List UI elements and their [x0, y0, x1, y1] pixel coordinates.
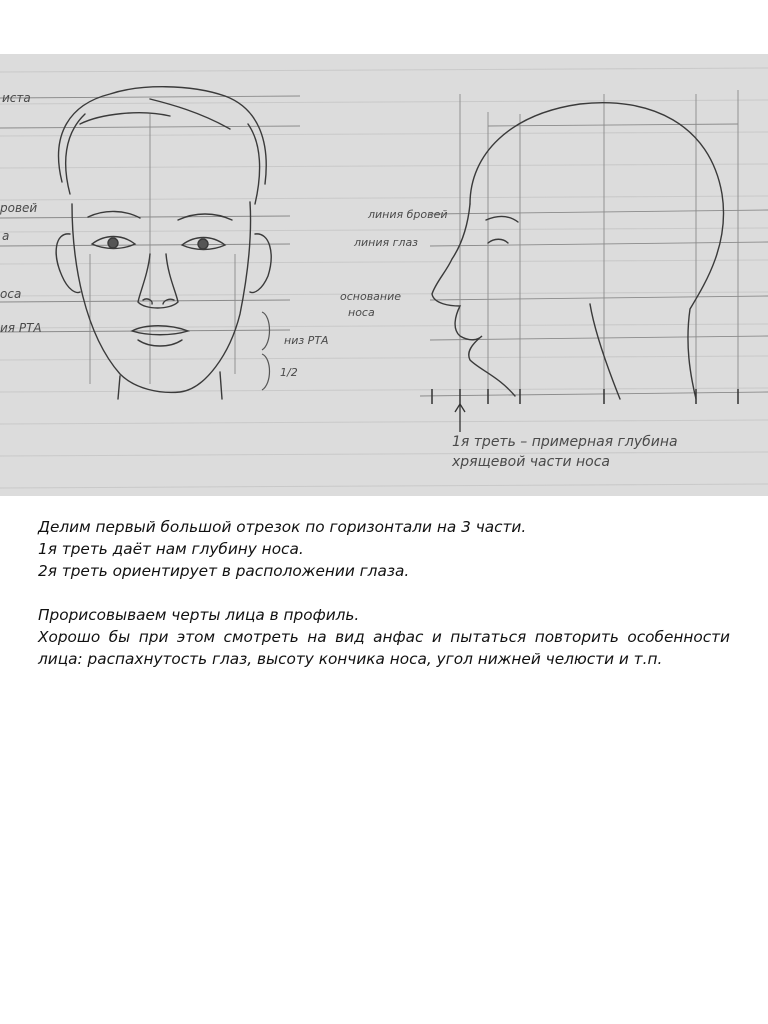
caption-line-2: хрящевой части носа	[452, 454, 611, 470]
brow-line-label: линия бровей	[368, 208, 448, 221]
left-label-top: иста	[2, 91, 31, 105]
chin-top-label: низ РТА	[284, 334, 329, 347]
left-label-brows: ровей	[0, 201, 38, 215]
arrow	[455, 404, 465, 432]
left-label-eyes: а	[2, 229, 10, 243]
instruction-text	[38, 516, 730, 670]
nose-base-label-2: носа	[348, 306, 375, 319]
instruction-line-2: 1я треть даёт нам глубину носа.	[38, 540, 304, 558]
instruction-line-3: 2я треть ориентирует в расположении глаза.	[38, 562, 410, 580]
half-label: 1/2	[280, 366, 298, 379]
instruction-line-1: Делим первый большой отрезок по горизонтали на 3 части.	[38, 518, 527, 536]
profile-guides	[420, 90, 768, 396]
profile-baseline-ticks	[432, 389, 738, 404]
front-face	[56, 87, 271, 399]
caption-line-1: 1я треть – примерная глубина	[452, 434, 678, 450]
paper-ruling	[0, 68, 768, 488]
pencil-sketch-photo	[0, 54, 768, 496]
left-label-mouth: ия РТА	[0, 321, 42, 335]
left-label-nose: оса	[0, 287, 22, 301]
chin-brackets	[262, 312, 270, 390]
instruction-paragraph: Хорошо бы при этом смотреть на вид анфас и пытаться повторить особенности лица: распахнутость глаз, высоту кончика носа, угол нижней челюсти и т.п.	[38, 628, 730, 668]
nose-base-label-1: основание	[340, 290, 402, 303]
profile-head	[432, 103, 724, 399]
instruction-line-4: Прорисовываем черты лица в профиль.	[38, 606, 360, 624]
eye-line-label: линия глаз	[354, 236, 419, 249]
